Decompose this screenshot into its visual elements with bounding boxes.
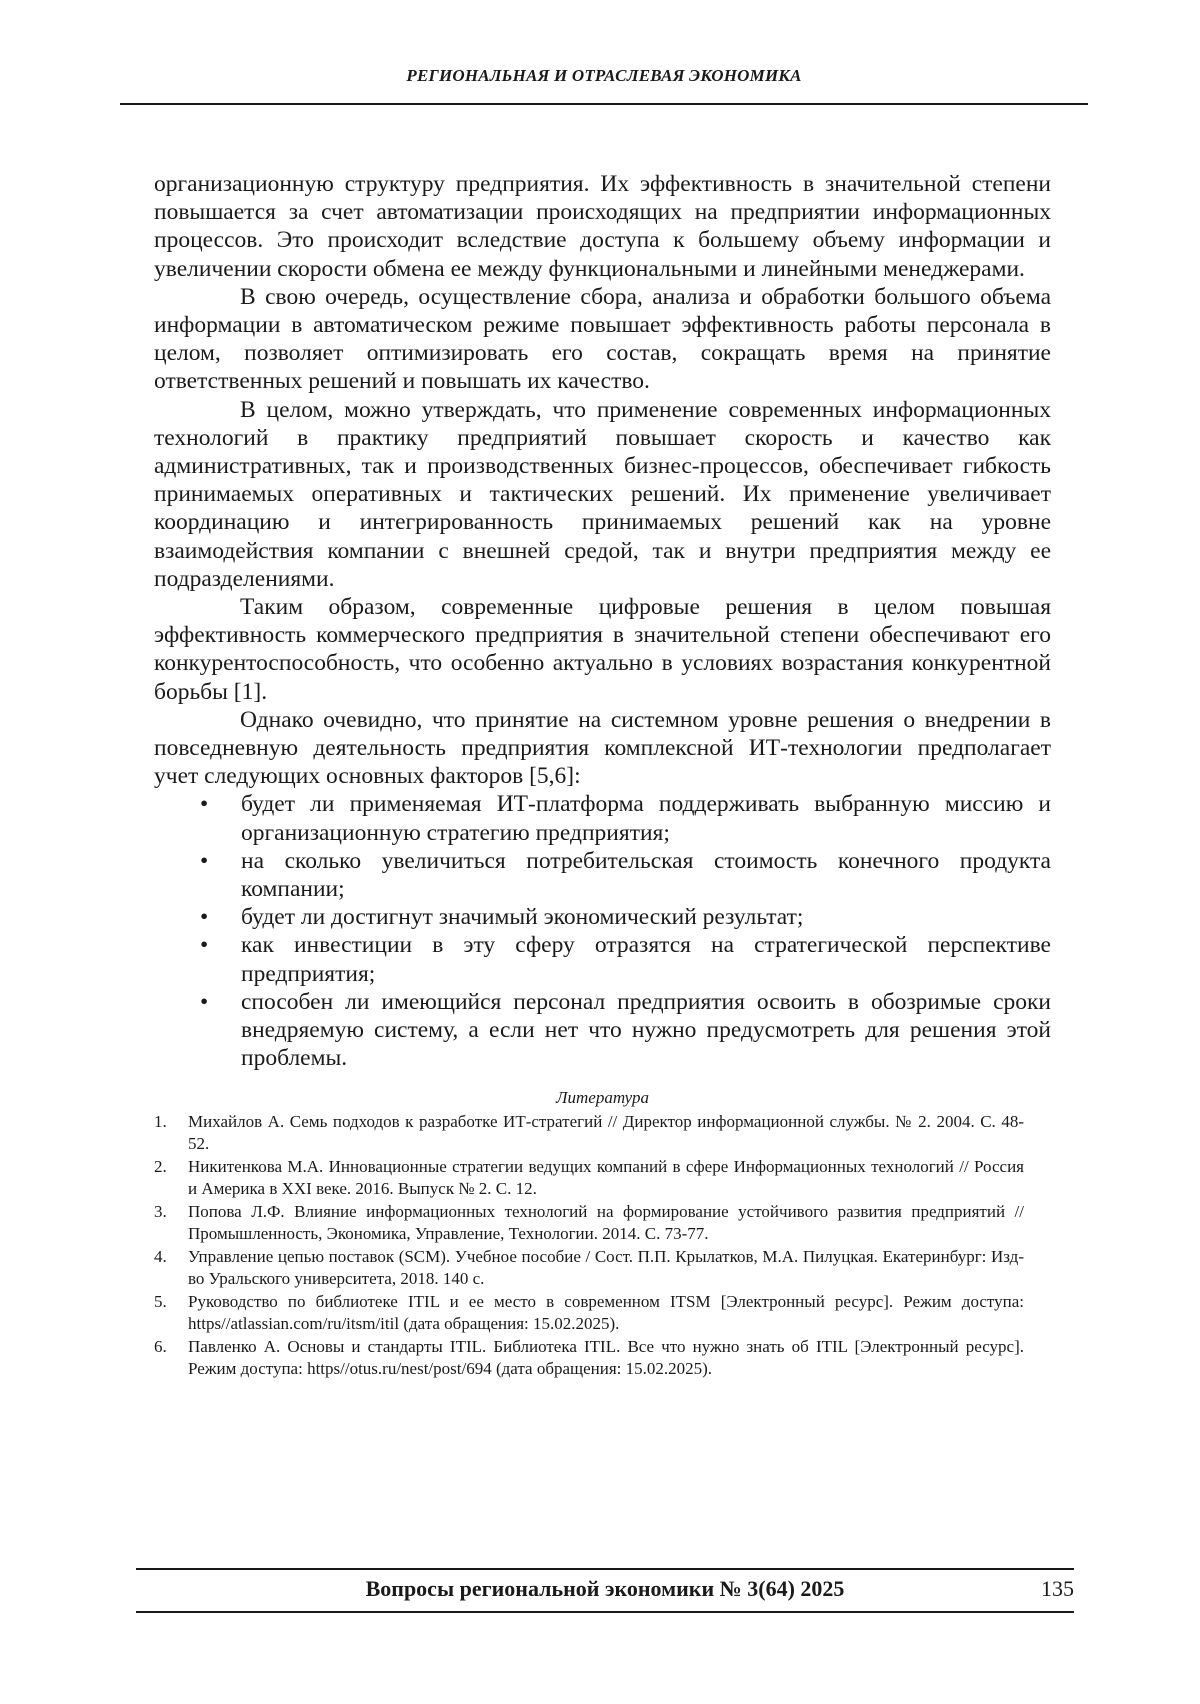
running-header: РЕГИОНАЛЬНАЯ И ОТРАСЛЕВАЯ ЭКОНОМИКА: [406, 66, 802, 85]
reference-text: Попова Л.Ф. Влияние информационных технологий на формирование устойчивого развития предприятий // Промышленность, Экономика, Управление, Технологии. 2014. С. 73-77.: [188, 1202, 1024, 1243]
references-heading: Литература: [555, 1088, 649, 1107]
paragraph: В целом, можно утверждать, что применение современных информационных технологий в практику предприятий повышает скорость и качество как административных, так и производственных бизнес-процессов, обеспечивает гибкость принимаемых оперативных и тактических решений. Их применение увеличивает координацию и интегрированность принимаемых решений как на уровне взаимодействия компании с внешней средой, так и внутри предприятия между ее подразделениями.: [154, 396, 1051, 592]
paragraph: Таким образом, современные цифровые решения в целом повышая эффективность коммерческого предприятия в значительной степени обеспечивают его конкурентоспособность, что особенно актуально в условиях возрастания конкурентной борьбы [1].: [154, 594, 1051, 705]
reference-text: Руководство по библиотеке ITIL и ее место в современном ITSM [Электронный ресурс]. Режим доступа: https//atlassian.com/ru/itsm/itil (дата обращения: 15.02.2025).: [188, 1292, 1024, 1333]
reference-item: [154, 1246, 1024, 1289]
reference-item: [154, 1201, 1024, 1244]
journal-title: Вопросы региональной экономики № 3(64) 2025: [365, 1576, 845, 1601]
list-item-text: будет ли применяемая ИТ-платформа поддерживать выбранную миссию и организационную стратегию предприятия;: [241, 791, 1051, 846]
reference-item: [154, 1291, 1024, 1334]
reference-number: 3.: [154, 1202, 167, 1221]
bullet-icon: •: [200, 988, 209, 1015]
bullet-icon: •: [200, 932, 209, 959]
bullet-icon: •: [200, 847, 209, 874]
header-divider: [120, 103, 1088, 105]
factor-list: [154, 790, 1051, 1072]
reference-number: 6.: [154, 1337, 167, 1356]
list-item: [154, 903, 1051, 931]
article-body: [154, 170, 1051, 1073]
reference-number: 2.: [154, 1157, 167, 1176]
list-item-text: будет ли достигнут значимый экономический результат;: [241, 904, 804, 931]
paragraph: В свою очередь, осуществление сбора, анализа и обработки большого объема информации в автоматическом режиме повышает эффективность работы персонала в целом, позволяет оптимизировать его состав, сокращать время на принятие ответственных решений и повышать их качество.: [154, 283, 1051, 395]
reference-item: [154, 1156, 1024, 1199]
paragraph: организационную структуру предприятия. Их эффективность в значительной степени повышается за счет автоматизации происходящих на предприятии информационных процессов. Это происходит вследствие доступа к большему объему информации и увеличении скорости обмена ее между функциональными и линейными менеджерами.: [154, 171, 1051, 282]
reference-item: [154, 1111, 1024, 1154]
bullet-icon: •: [200, 904, 209, 931]
list-item-text: как инвестиции в эту сферу отразятся на стратегической перспективе предприятия;: [241, 932, 1051, 987]
paragraph: Однако очевидно, что принятие на системном уровне решения о внедрении в повседневную деятельность предприятия комплексной ИТ-технологии предполагает учет следующих основных факторов [5,6]:: [154, 706, 1051, 790]
bullet-icon: •: [200, 791, 209, 818]
reference-number: 1.: [154, 1112, 167, 1131]
reference-text: Михайлов А. Семь подходов к разработке ИТ-стратегий // Директор информационной службы. № 2. 2004. С. 48-52.: [188, 1112, 1024, 1153]
reference-text: Павленко А. Основы и стандарты ITIL. Библиотека ITIL. Все что нужно знать об ITIL [Электронный ресурс]. Режим доступа: https//otus.ru/nest/post/694 (дата обращения: 15.02.2025).: [188, 1337, 1024, 1378]
list-item: [154, 988, 1051, 1073]
reference-text: Никитенкова М.А. Инновационные стратегии ведущих компаний в сфере Информационных технологий // Россия и Америка в XXI веке. 2016. Выпуск № 2. С. 12.: [188, 1157, 1024, 1198]
list-item: [154, 847, 1051, 903]
reference-text: Управление цепью поставок (SCM). Учебное пособие / Сост. П.П. Крылатков, М.А. Пилуцкая. Екатеринбург: Изд-во Уральского университета, 2018. 140 с.: [188, 1247, 1024, 1288]
references-list: [154, 1111, 1024, 1381]
reference-number: 5.: [154, 1292, 167, 1311]
footer-divider-top: [136, 1568, 1074, 1570]
footer-divider-bottom: [136, 1611, 1074, 1613]
list-item-text: на сколько увеличиться потребительская стоимость конечного продукта компании;: [241, 847, 1051, 903]
reference-item: [154, 1336, 1024, 1379]
list-item: [154, 790, 1051, 846]
list-item: [154, 931, 1051, 987]
page-number: 135: [1041, 1576, 1074, 1601]
list-item-text: способен ли имеющийся персонал предприятия освоить в обозримые сроки внедряемую систему, а если нет что нужно предусмотреть для решения этой проблемы.: [241, 988, 1051, 1072]
reference-number: 4.: [154, 1247, 167, 1266]
